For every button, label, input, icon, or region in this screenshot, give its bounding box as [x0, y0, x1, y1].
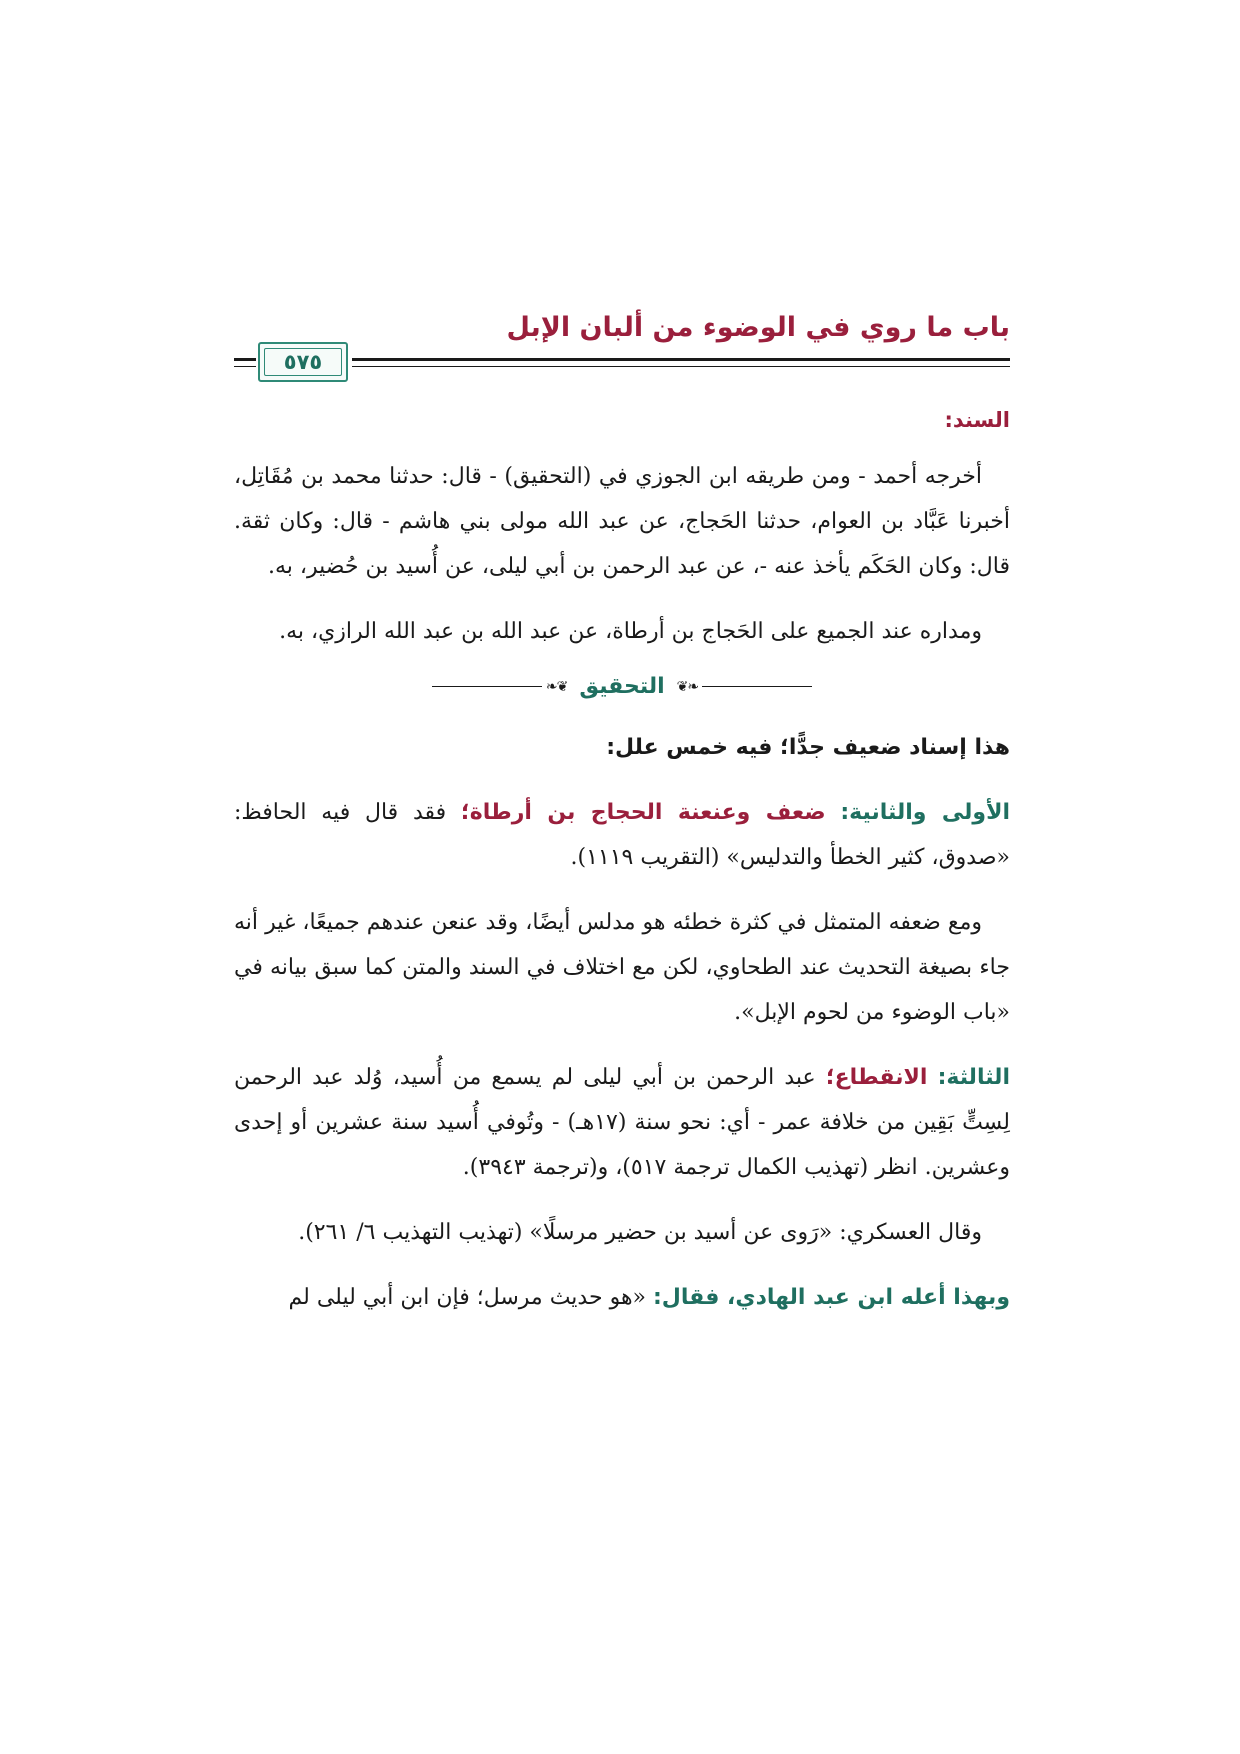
illa-third-heading: الانقطاع؛ — [825, 1065, 928, 1090]
header-rule — [352, 358, 1010, 361]
header-rule-left-thin — [234, 366, 256, 367]
page-header — [234, 300, 1010, 382]
chapter-title: باب ما روي في الوضوء من ألبان الإبل — [506, 312, 1010, 343]
ibn-abd-alhadi-paragraph — [234, 1275, 1010, 1320]
askari-paragraph: وقال العسكري: «رَوى عن أسيد بن حضير مرسلًا» (تهذيب التهذيب ٦/ ٢٦١). — [298, 1220, 982, 1245]
divider-line-right — [702, 686, 812, 687]
divider-line-left — [432, 686, 542, 687]
illa-first-second — [234, 790, 1010, 880]
tahqiq-intro: هذا إسناد ضعيف جدًّا؛ فيه خمس علل: — [606, 735, 1010, 760]
illa-third — [234, 1055, 1010, 1190]
header-rule-thin — [352, 366, 1010, 367]
illa-third-text: عبد الرحمن بن أبي ليلى لم يسمع من أُسيد، وُلد عبد الرحمن لِسِتٍّ بَقِين من خلافة عمر - أي: نحو سنة (١٧هـ) - وتُوفي أُسيد سنة عشرين أو إحدى وعشرين. انظر (تهذيب الكمال ترجمة ٥١٧)، و(ترجمة ٣٩٤٣). — [234, 1065, 1010, 1180]
illa-first-heading: ضعف وعنعنة الحجاج بن أرطاة؛ — [460, 800, 826, 825]
header-rule-left — [234, 358, 256, 361]
illa-third-label: الثالثة: — [937, 1065, 1010, 1090]
page-number-badge — [258, 342, 348, 382]
illa-first-label: الأولى والثانية: — [840, 800, 1010, 825]
page — [234, 300, 1010, 1340]
tahqiq-title: التحقيق — [579, 674, 665, 699]
ibn-abd-alhadi-text: «هو حديث مرسل؛ فإن ابن أبي ليلى لم — [288, 1285, 646, 1310]
tahqiq-divider — [234, 674, 1010, 699]
ornament-icon: ❧❦ — [676, 678, 699, 695]
ornament-icon: ❦❧ — [545, 678, 568, 695]
ibn-abd-alhadi-heading: وبهذا أعله ابن عبد الهادي، فقال: — [653, 1285, 1010, 1310]
illa-first-text: فقد قال فيه الحافظ: «صدوق، كثير الخطأ والتدليس» (التقريب ١١١٩). — [234, 800, 1010, 870]
sanad-paragraph-1: أخرجه أحمد - ومن طريقه ابن الجوزي في (التحقيق) - قال: حدثنا محمد بن مُقَاتِل، أخبرنا عَبَّاد بن العوام، حدثنا الحَجاج، عن عبد الله مولى بني هاشم - قال: وكان ثقة. قال: وكان الحَكَم يأخذ عنه -، عن عبد الرحمن بن أبي ليلى، عن أُسيد بن حُضير، به. — [234, 464, 1010, 579]
page-number: ٥٧٥ — [283, 350, 323, 374]
weakness-paragraph: ومع ضعفه المتمثل في كثرة خطئه هو مدلس أيضًا، وقد عنعن عندهم جميعًا، غير أنه جاء بصيغة التحديث عند الطحاوي، لكن مع اختلاف في السند والمتن كما سبق بيانه في «باب الوضوء من لحوم الإبل». — [234, 910, 1010, 1025]
sanad-paragraph-2: ومداره عند الجميع على الحَجاج بن أرطاة، عن عبد الله بن عبد الله الرازي، به. — [279, 619, 982, 644]
sanad-label: السند: — [944, 408, 1010, 432]
